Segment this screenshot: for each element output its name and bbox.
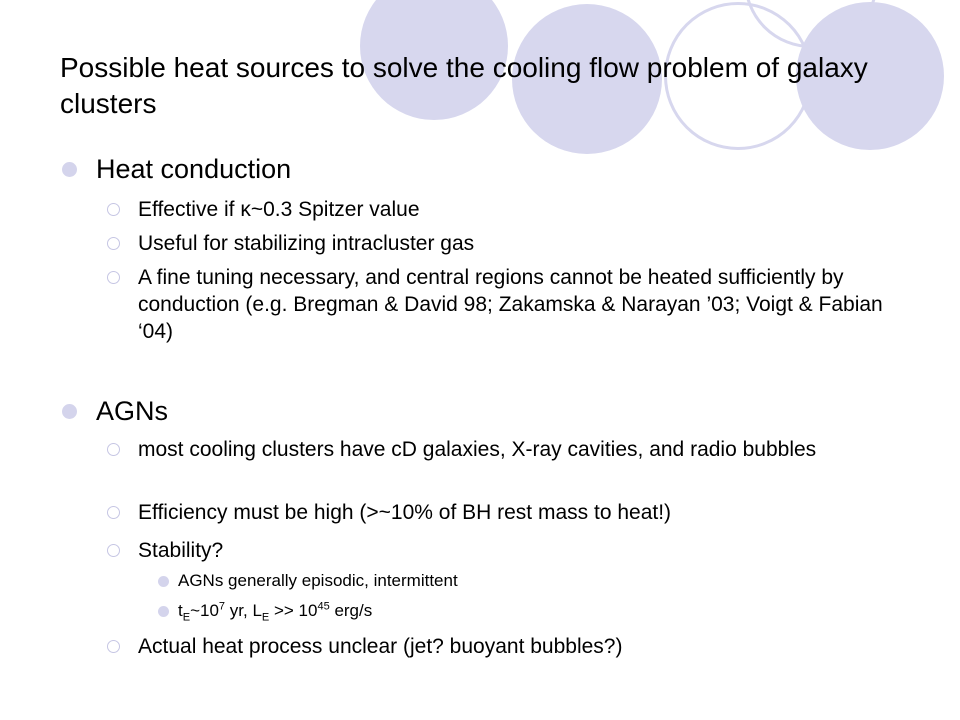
superscript: 45 bbox=[317, 600, 330, 613]
list-item-text: Efficiency must be high (>~10% of BH rest mass to heat!) bbox=[138, 501, 672, 524]
text-t: t bbox=[178, 601, 183, 620]
sub-list-item-text bbox=[178, 600, 373, 624]
list-item bbox=[138, 537, 908, 564]
superscript: 7 bbox=[218, 600, 226, 613]
section-heat-conduction bbox=[96, 153, 291, 185]
sub-list-item-text: AGNs generally episodic, intermittent bbox=[178, 571, 458, 590]
bullet-icon bbox=[62, 162, 77, 177]
ring-bullet-icon bbox=[107, 203, 120, 216]
section-heading: AGNs bbox=[96, 396, 169, 426]
ring-bullet-icon bbox=[107, 640, 120, 653]
text-unit: erg/s bbox=[329, 601, 373, 620]
list-item bbox=[138, 633, 908, 660]
list-item bbox=[138, 499, 908, 526]
list-item-text: most cooling clusters have cD galaxies, X-ray cavities, and radio bubbles bbox=[138, 438, 817, 461]
list-item-text: Actual heat process unclear (jet? buoyant bubbles?) bbox=[138, 635, 623, 658]
ring-bullet-icon bbox=[107, 544, 120, 557]
ring-bullet-icon bbox=[107, 443, 120, 456]
text-yr: yr, L bbox=[225, 601, 262, 620]
section-agns bbox=[96, 395, 168, 427]
sub-list-item bbox=[178, 570, 458, 592]
bullet-icon bbox=[62, 404, 77, 419]
ring-bullet-icon bbox=[107, 506, 120, 519]
list-item-text: Stability? bbox=[138, 539, 224, 562]
list-item-text: A fine tuning necessary, and central regions cannot be heated sufficiently by conduction (e.g. Bregman & David 98; Zakamska & Narayan ’03; Voigt & Fabian ‘04) bbox=[138, 266, 883, 343]
list-item bbox=[138, 230, 908, 257]
subscript: E bbox=[182, 611, 191, 624]
text-t-mid: ~10 bbox=[190, 601, 219, 620]
bullet-icon bbox=[158, 576, 169, 587]
list-item-text: Useful for stabilizing intracluster gas bbox=[138, 232, 475, 255]
list-item bbox=[138, 436, 908, 463]
ring-bullet-icon bbox=[107, 237, 120, 250]
subscript: E bbox=[261, 611, 270, 624]
bullet-icon bbox=[158, 606, 169, 617]
list-item-text: Effective if κ~0.3 Spitzer value bbox=[138, 198, 420, 221]
slide-title: Possible heat sources to solve the cooling flow problem of galaxy clusters bbox=[60, 52, 868, 119]
list-item bbox=[138, 196, 908, 223]
section-heading: Heat conduction bbox=[96, 154, 292, 184]
sub-list-item bbox=[178, 600, 372, 622]
ring-bullet-icon bbox=[107, 271, 120, 284]
list-item bbox=[138, 264, 908, 345]
text-gt: >> 10 bbox=[269, 601, 318, 620]
